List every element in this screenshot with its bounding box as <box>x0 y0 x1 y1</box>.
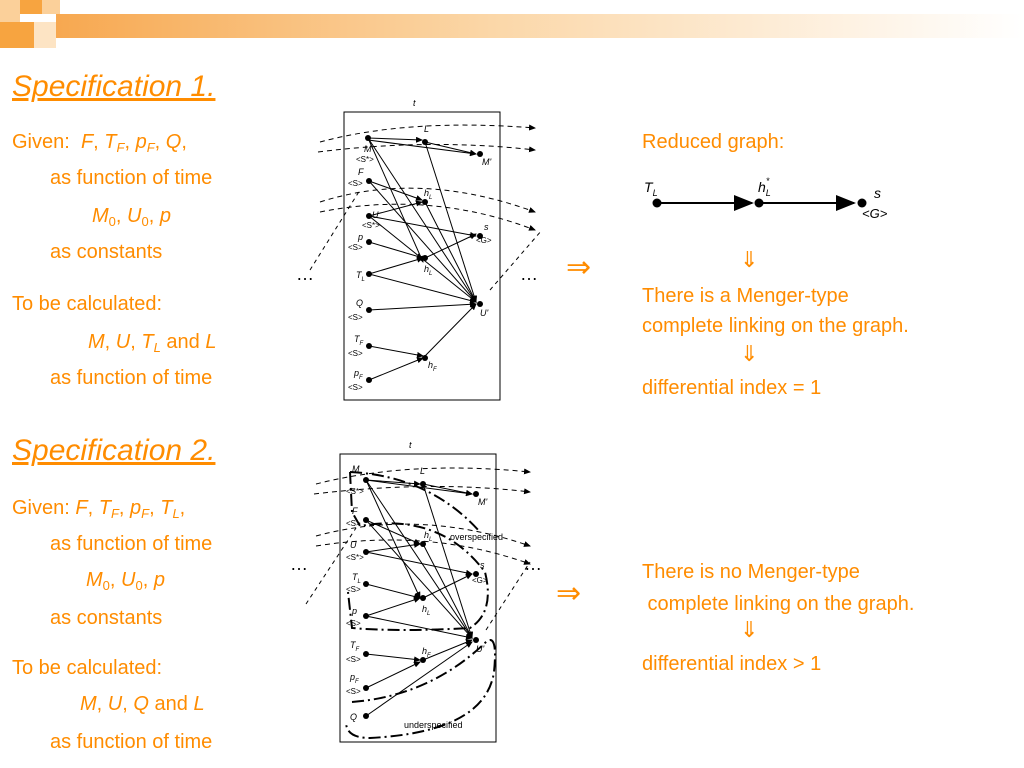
svg-text:pF: $p_F$ <box>354 368 363 381</box>
spec2-fn-of-time2: as function of time <box>50 731 213 753</box>
svg-text:<S>: <S> <box>348 383 363 392</box>
svg-text:<G>: <G> <box>862 206 888 221</box>
spec2-fn-of-time: as function of time <box>50 533 213 555</box>
ellipsis-left-2: … <box>290 554 308 574</box>
svg-text:L: L <box>424 124 430 134</box>
svg-text:M': M' <box>482 157 492 167</box>
svg-text:M': M' <box>478 497 488 507</box>
svg-text:<S>: <S> <box>348 179 363 188</box>
svg-text:<S*>: <S*> <box>356 155 374 164</box>
spec1-given: Given: F, $T_F$, $p_F$, Q, <box>12 131 187 155</box>
ellipsis-right-2: … <box>524 554 542 574</box>
svg-text:<S>: <S> <box>346 619 361 628</box>
implies-arrow-1: ⇒ <box>566 251 592 284</box>
spec1-as-constants: as constants <box>50 241 163 263</box>
svg-text:t: t <box>409 440 412 450</box>
svg-text:TL: $T_L$ <box>356 270 365 283</box>
svg-text:hL: $h_L$ <box>424 188 433 201</box>
menger-line2: complete linking on the graph. <box>642 315 909 337</box>
bipartite-graph-1 <box>280 90 560 410</box>
spec1-title: Specification 1. <box>12 70 216 103</box>
svg-text:<S>: <S> <box>348 349 363 358</box>
svg-text:hL: $h_L$ <box>424 264 433 277</box>
bipartite-graph-2 <box>280 432 560 752</box>
svg-text:Q: Q <box>350 712 358 722</box>
svg-text:<S>: <S> <box>346 655 361 664</box>
spec1-to-calc: To be calculated: <box>12 293 163 315</box>
svg-text:Q: Q <box>356 298 364 308</box>
svg-text:t: t <box>413 98 416 108</box>
svg-text:<S*>: <S*> <box>346 553 364 562</box>
down-arrow-2: ⇓ <box>740 341 759 366</box>
svg-text:<G>: <G> <box>472 576 488 585</box>
svg-text:F: F <box>358 167 364 177</box>
down-arrow-3: ⇓ <box>740 617 759 642</box>
spec1-fn-of-time2: as function of time <box>50 367 213 389</box>
svg-text:U: U <box>372 210 379 220</box>
svg-text:M: M <box>352 464 360 474</box>
diff-index-2: differential index > 1 <box>642 653 822 675</box>
svg-text:U: U <box>350 540 357 550</box>
svg-text:s: s <box>480 560 485 570</box>
spec2-constants: $M_0$, $U_0$, p <box>86 569 165 593</box>
decorative-header <box>0 0 1024 48</box>
svg-text:TL: $T_L$ <box>352 572 361 585</box>
no-menger-line1: There is no Menger-type <box>642 561 860 583</box>
no-menger-line2: complete linking on the graph. <box>642 593 915 615</box>
svg-text:F: F <box>352 506 358 516</box>
svg-text:<S>: <S> <box>348 313 363 322</box>
svg-text:<S*>: <S*> <box>346 487 364 496</box>
svg-text:underspecified: underspecified <box>404 720 463 730</box>
reduced-graph-label: Reduced graph: <box>642 131 785 153</box>
spec2-calc-vars: M, U, Q and L <box>80 693 205 715</box>
svg-text:<S>: <S> <box>348 243 363 252</box>
svg-text:<G>: <G> <box>476 236 492 245</box>
reduced-graph <box>640 170 920 230</box>
spec2-title: Specification 2. <box>12 434 216 467</box>
svg-text:<S>: <S> <box>346 585 361 594</box>
spec2-as-constants: as constants <box>50 607 163 629</box>
svg-text:s: s <box>874 185 881 201</box>
svg-text:<S>: <S> <box>346 687 361 696</box>
svg-text:L: L <box>420 466 426 476</box>
svg-text:overspecified: overspecified <box>450 532 504 542</box>
svg-text:hL*: $h_L*$ <box>758 176 771 198</box>
spec1-constants: $M_0$, $U_0$, p <box>92 205 171 229</box>
svg-text:TL: $T_L$ <box>644 179 658 198</box>
svg-text:hF: $h_F$ <box>428 360 437 373</box>
svg-text:<S*>: <S*> <box>362 221 380 230</box>
svg-text:TF: $T_F$ <box>354 334 364 347</box>
implies-arrow-2: ⇒ <box>556 577 582 610</box>
svg-text:M: M <box>364 144 372 154</box>
svg-text:U': U' <box>480 308 489 318</box>
spec1-calc-vars: M, U, $T_L$ and L <box>88 331 217 355</box>
svg-text:TF: $T_F$ <box>350 640 360 653</box>
svg-text:s: s <box>484 222 489 232</box>
menger-line1: There is a Menger-type <box>642 285 849 307</box>
svg-text:hL: $h_L$ <box>422 604 431 617</box>
svg-text:p: p <box>358 232 364 242</box>
spec1-fn-of-time: as function of time <box>50 167 213 189</box>
ellipsis-right-1: … <box>520 264 538 284</box>
svg-text:hL: $h_L$ <box>424 530 433 543</box>
spec2-to-calc: To be calculated: <box>12 657 163 679</box>
svg-text:hF: $h_F$ <box>422 646 431 659</box>
svg-text:U': U' <box>476 644 485 654</box>
svg-text:<S>: <S> <box>346 519 361 528</box>
diff-index-1: differential index = 1 <box>642 377 822 399</box>
svg-text:p: p <box>352 606 358 616</box>
svg-text:pF: $p_F$ <box>350 672 359 685</box>
ellipsis-left-1: … <box>296 264 314 284</box>
down-arrow-1: ⇓ <box>740 247 759 272</box>
spec2-given: Given: F, $T_F$, $p_F$, $T_L$, <box>12 497 186 521</box>
